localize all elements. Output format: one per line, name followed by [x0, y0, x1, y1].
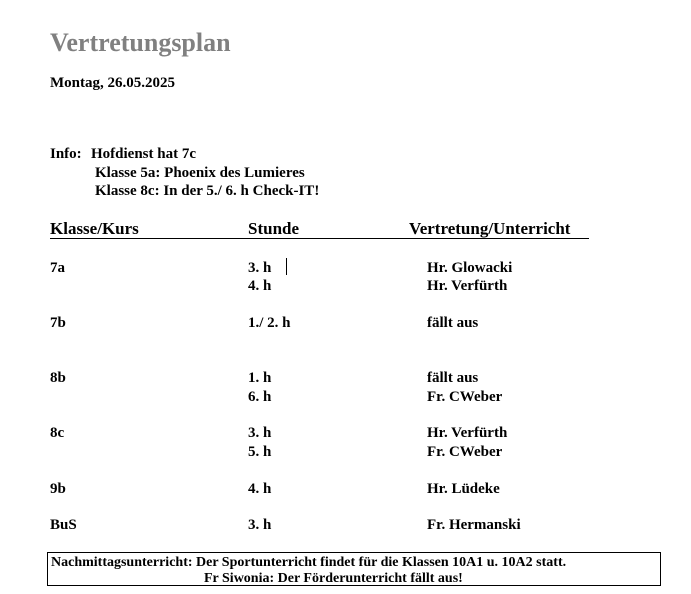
cell-stunde: 1./ 2. h: [248, 315, 291, 331]
cell-vertretung: Hr. Glowacki: [427, 260, 513, 276]
header-vertretung: Vertretung/Unterricht: [409, 219, 571, 238]
cell-vertretung: fällt aus: [427, 370, 479, 386]
cell-vertretung: Fr. Hermanski: [427, 517, 521, 533]
cell-stunde: 5. h: [248, 444, 272, 460]
cell-stunde: 4. h: [248, 481, 272, 497]
footer-notice-line: Nachmittagsunterricht: Der Sportunterricht findet für die Klassen 10A1 u. 10A2 statt.: [51, 555, 567, 570]
info-label: Info:: [50, 146, 82, 162]
cell-klasse: 7a: [50, 260, 65, 276]
header-underline: [50, 238, 589, 239]
cell-klasse: 7b: [50, 315, 66, 331]
info-line: Hofdienst hat 7c: [91, 146, 196, 162]
cell-klasse: 8b: [50, 370, 66, 386]
header-klasse: Klasse/Kurs: [50, 219, 139, 238]
cell-stunde: 3. h: [248, 425, 272, 441]
cell-stunde: 4. h: [248, 278, 272, 294]
cell-vertretung: Fr. CWeber: [427, 389, 503, 405]
header-stunde: Stunde: [248, 219, 300, 238]
cell-klasse: 8c: [50, 425, 65, 441]
cell-stunde: 6. h: [248, 389, 272, 405]
cell-klasse: 9b: [50, 481, 66, 497]
cell-stunde: 3. h: [248, 517, 272, 533]
cell-vertretung: Hr. Verfürth: [427, 425, 508, 441]
info-line: Klasse 8c: In der 5./ 6. h Check-IT!: [95, 183, 320, 199]
footer-notice-line: Fr Siwonia: Der Förderunterricht fällt aus!: [204, 571, 463, 586]
text-cursor: [286, 258, 287, 275]
cell-vertretung: Hr. Verfürth: [427, 278, 508, 294]
footer-notice-box: [47, 552, 661, 586]
date-label: Montag, 26.05.2025: [50, 75, 175, 91]
cell-klasse: BuS: [50, 517, 77, 533]
cell-stunde: 3. h: [248, 260, 272, 276]
cell-stunde: 1. h: [248, 370, 272, 386]
cell-vertretung: Fr. CWeber: [427, 444, 503, 460]
info-line: Klasse 5a: Phoenix des Lumieres: [95, 165, 305, 181]
cell-vertretung: fällt aus: [427, 315, 479, 331]
page-title: Vertretungsplan: [50, 28, 231, 57]
cell-vertretung: Hr. Lüdeke: [427, 481, 500, 497]
